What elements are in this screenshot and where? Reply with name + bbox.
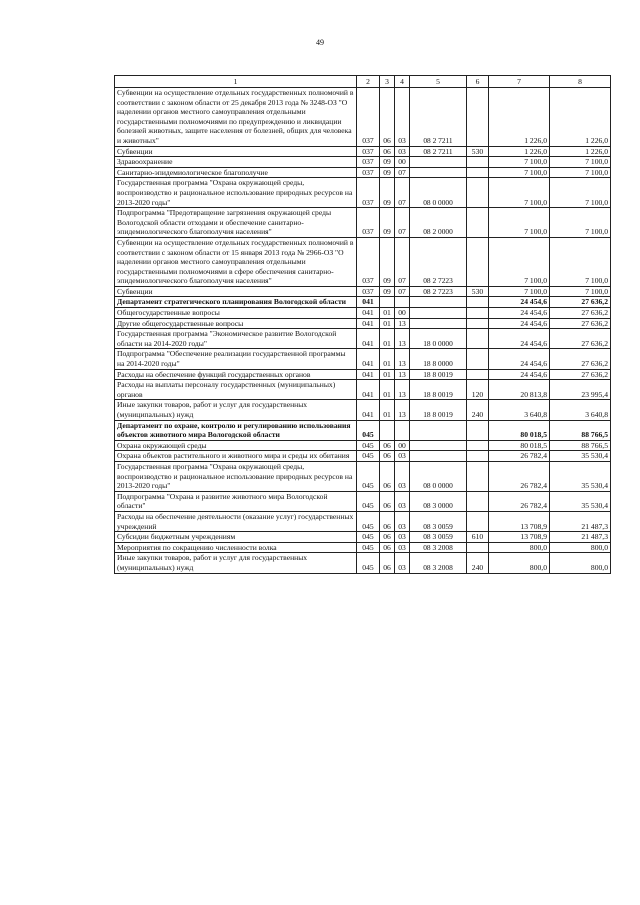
subsection-cell: 03 <box>395 553 410 573</box>
table-row <box>115 297 611 308</box>
table-row <box>115 451 611 462</box>
target-article-cell: 08 3 0059 <box>410 532 467 543</box>
amount-2015-cell: 80 018,5 <box>489 440 550 451</box>
header-cell: 7 <box>489 76 550 88</box>
target-article-cell <box>410 440 467 451</box>
target-article-cell <box>410 297 467 308</box>
row-name-cell: Иные закупки товаров, работ и услуг для государственных (муниципальных) нужд <box>115 553 357 573</box>
admin-code-cell: 045 <box>357 511 380 531</box>
subsection-cell: 03 <box>395 146 410 157</box>
table-row <box>115 318 611 329</box>
expense-type-cell <box>467 208 489 238</box>
amount-2016-cell: 23 995,4 <box>550 380 611 400</box>
amount-2016-cell: 27 636,2 <box>550 349 611 369</box>
subsection-cell: 00 <box>395 308 410 319</box>
expense-type-cell <box>467 88 489 147</box>
section-cell: 06 <box>380 451 395 462</box>
table-row <box>115 369 611 380</box>
admin-code-cell: 041 <box>357 349 380 369</box>
expense-type-cell: 610 <box>467 532 489 543</box>
subsection-cell: 07 <box>395 237 410 286</box>
amount-2016-cell: 1 226,0 <box>550 146 611 157</box>
admin-code-cell: 045 <box>357 532 380 543</box>
table-row <box>115 532 611 543</box>
amount-2015-cell: 26 782,4 <box>489 491 550 511</box>
amount-2015-cell: 7 100,0 <box>489 286 550 297</box>
expense-type-cell <box>467 491 489 511</box>
target-article-cell: 08 2 7223 <box>410 286 467 297</box>
amount-2015-cell: 7 100,0 <box>489 178 550 208</box>
table-row <box>115 380 611 400</box>
admin-code-cell: 037 <box>357 146 380 157</box>
table-row <box>115 542 611 553</box>
target-article-cell: 08 3 2008 <box>410 542 467 553</box>
amount-2015-cell: 7 100,0 <box>489 167 550 178</box>
expense-type-cell <box>467 440 489 451</box>
target-article-cell <box>410 157 467 168</box>
amount-2016-cell: 3 640,8 <box>550 400 611 420</box>
table-row <box>115 237 611 286</box>
target-article-cell: 18 0 0000 <box>410 329 467 349</box>
amount-2016-cell: 27 636,2 <box>550 308 611 319</box>
admin-code-cell: 037 <box>357 167 380 178</box>
section-cell: 09 <box>380 286 395 297</box>
section-cell: 09 <box>380 157 395 168</box>
section-cell: 06 <box>380 511 395 531</box>
table-row <box>115 491 611 511</box>
subsection-cell: 03 <box>395 491 410 511</box>
amount-2016-cell: 35 530,4 <box>550 491 611 511</box>
amount-2016-cell: 35 530,4 <box>550 451 611 462</box>
amount-2015-cell: 7 100,0 <box>489 237 550 286</box>
admin-code-cell: 045 <box>357 553 380 573</box>
row-name-cell: Государственная программа "Охрана окружающей среды, воспроизводство и рациональное использование природных ресурсов на 2013-2020 годы" <box>115 178 357 208</box>
amount-2015-cell: 26 782,4 <box>489 461 550 491</box>
amount-2015-cell: 24 454,6 <box>489 329 550 349</box>
amount-2015-cell: 13 708,9 <box>489 511 550 531</box>
target-article-cell: 08 2 7223 <box>410 237 467 286</box>
section-cell: 06 <box>380 146 395 157</box>
expense-type-cell <box>467 157 489 168</box>
row-name-cell: Подпрограмма "Обеспечение реализации государственной программы на 2014-2020 годы" <box>115 349 357 369</box>
subsection-cell: 13 <box>395 369 410 380</box>
section-cell: 09 <box>380 237 395 286</box>
amount-2016-cell: 7 100,0 <box>550 178 611 208</box>
subsection-cell: 07 <box>395 178 410 208</box>
amount-2015-cell: 24 454,6 <box>489 349 550 369</box>
header-cell: 5 <box>410 76 467 88</box>
table-row <box>115 146 611 157</box>
section-cell <box>380 297 395 308</box>
amount-2015-cell: 20 813,8 <box>489 380 550 400</box>
section-cell: 06 <box>380 491 395 511</box>
expense-type-cell: 240 <box>467 553 489 573</box>
row-name-cell: Другие общегосударственные вопросы <box>115 318 357 329</box>
section-cell: 06 <box>380 440 395 451</box>
subsection-cell: 13 <box>395 329 410 349</box>
expense-type-cell <box>467 178 489 208</box>
row-name-cell: Субсидии бюджетным учреждениям <box>115 532 357 543</box>
header-cell: 2 <box>357 76 380 88</box>
subsection-cell: 03 <box>395 542 410 553</box>
admin-code-cell: 037 <box>357 157 380 168</box>
admin-code-cell: 041 <box>357 318 380 329</box>
table-header-row <box>115 76 611 88</box>
section-cell: 01 <box>380 369 395 380</box>
amount-2015-cell: 26 782,4 <box>489 451 550 462</box>
admin-code-cell: 045 <box>357 542 380 553</box>
expense-type-cell <box>467 237 489 286</box>
target-article-cell <box>410 318 467 329</box>
header-cell: 4 <box>395 76 410 88</box>
table-row <box>115 420 611 440</box>
table-row <box>115 167 611 178</box>
expense-type-cell <box>467 420 489 440</box>
amount-2015-cell: 13 708,9 <box>489 532 550 543</box>
target-article-cell: 08 2 7211 <box>410 88 467 147</box>
amount-2016-cell: 27 636,2 <box>550 318 611 329</box>
expense-type-cell <box>467 297 489 308</box>
target-article-cell: 08 2 0000 <box>410 208 467 238</box>
row-name-cell: Охрана окружающей среды <box>115 440 357 451</box>
admin-code-cell: 041 <box>357 380 380 400</box>
target-article-cell: 08 3 0000 <box>410 491 467 511</box>
row-name-cell: Подпрограмма "Предотвращение загрязнения окружающей среды Вологодской области отходами и обеспечение санитарно-эпидемиологического благополучия населения" <box>115 208 357 238</box>
row-name-cell: Государственная программа "Экономическое развитие Вологодской области на 2014-2020 годы" <box>115 329 357 349</box>
amount-2016-cell: 27 636,2 <box>550 297 611 308</box>
table-row <box>115 329 611 349</box>
page-number: 49 <box>316 38 324 47</box>
header-cell: 1 <box>115 76 357 88</box>
admin-code-cell: 045 <box>357 461 380 491</box>
subsection-cell: 07 <box>395 208 410 238</box>
table-row <box>115 349 611 369</box>
target-article-cell: 08 3 2008 <box>410 553 467 573</box>
section-cell: 06 <box>380 532 395 543</box>
target-article-cell: 18 8 0000 <box>410 349 467 369</box>
header-cell: 8 <box>550 76 611 88</box>
amount-2015-cell: 800,0 <box>489 553 550 573</box>
section-cell: 06 <box>380 461 395 491</box>
expense-type-cell <box>467 318 489 329</box>
amount-2016-cell: 7 100,0 <box>550 157 611 168</box>
expense-type-cell: 530 <box>467 146 489 157</box>
table-row <box>115 461 611 491</box>
section-cell: 01 <box>380 349 395 369</box>
amount-2016-cell: 7 100,0 <box>550 237 611 286</box>
target-article-cell: 08 3 0059 <box>410 511 467 531</box>
row-name-cell: Иные закупки товаров, работ и услуг для государственных (муниципальных) нужд <box>115 400 357 420</box>
amount-2016-cell: 88 766,5 <box>550 440 611 451</box>
amount-2015-cell: 7 100,0 <box>489 208 550 238</box>
amount-2016-cell: 800,0 <box>550 542 611 553</box>
subsection-cell: 00 <box>395 440 410 451</box>
amount-2015-cell: 24 454,6 <box>489 308 550 319</box>
amount-2015-cell: 1 226,0 <box>489 146 550 157</box>
amount-2016-cell: 7 100,0 <box>550 286 611 297</box>
section-cell: 06 <box>380 542 395 553</box>
expense-type-cell: 120 <box>467 380 489 400</box>
amount-2016-cell: 7 100,0 <box>550 208 611 238</box>
amount-2015-cell: 24 454,6 <box>489 318 550 329</box>
row-name-cell: Здравоохранение <box>115 157 357 168</box>
amount-2016-cell: 21 487,3 <box>550 511 611 531</box>
amount-2016-cell: 35 530,4 <box>550 461 611 491</box>
table-row <box>115 286 611 297</box>
target-article-cell: 08 0 0000 <box>410 178 467 208</box>
expense-type-cell: 240 <box>467 400 489 420</box>
section-cell: 06 <box>380 88 395 147</box>
amount-2015-cell: 24 454,6 <box>489 369 550 380</box>
admin-code-cell: 045 <box>357 491 380 511</box>
row-name-cell: Подпрограмма "Охрана и развитие животного мира Вологодской области" <box>115 491 357 511</box>
target-article-cell: 18 8 0019 <box>410 400 467 420</box>
row-name-cell: Государственная программа "Охрана окружающей среды, воспроизводство и рациональное использование природных ресурсов на 2013-2020 годы" <box>115 461 357 491</box>
header-cell: 6 <box>467 76 489 88</box>
admin-code-cell: 041 <box>357 329 380 349</box>
expense-type-cell <box>467 511 489 531</box>
subsection-cell: 03 <box>395 511 410 531</box>
subsection-cell: 13 <box>395 380 410 400</box>
expense-type-cell <box>467 369 489 380</box>
section-cell: 01 <box>380 380 395 400</box>
section-cell: 09 <box>380 208 395 238</box>
subsection-cell: 13 <box>395 318 410 329</box>
subsection-cell: 03 <box>395 532 410 543</box>
row-name-cell: Субвенции <box>115 286 357 297</box>
amount-2016-cell: 27 636,2 <box>550 369 611 380</box>
row-name-cell: Общегосударственные вопросы <box>115 308 357 319</box>
amount-2015-cell: 80 018,5 <box>489 420 550 440</box>
row-name-cell: Мероприятия по сокращению численности волка <box>115 542 357 553</box>
subsection-cell: 03 <box>395 88 410 147</box>
admin-code-cell: 041 <box>357 297 380 308</box>
target-article-cell: 18 8 0019 <box>410 380 467 400</box>
section-cell: 01 <box>380 400 395 420</box>
row-name-cell: Расходы на обеспечение деятельности (оказание услуг) государственных учреждений <box>115 511 357 531</box>
row-name-cell: Охрана объектов растительного и животного мира и среды их обитания <box>115 451 357 462</box>
expense-type-cell: 530 <box>467 286 489 297</box>
expense-type-cell <box>467 329 489 349</box>
table-row <box>115 208 611 238</box>
table-row <box>115 157 611 168</box>
admin-code-cell: 037 <box>357 88 380 147</box>
target-article-cell: 18 8 0019 <box>410 369 467 380</box>
subsection-cell: 13 <box>395 400 410 420</box>
expense-type-cell <box>467 461 489 491</box>
subsection-cell: 13 <box>395 349 410 369</box>
row-name-cell: Субвенции на осуществление отдельных государственных полномочий в соответствии с законом области от 25 декабря 2013 года № 3248-ОЗ "О наделении органов местного самоуправления отдельными государственными полномочиями по предупреждению и ликвидации болезней животных, защите населения от болезней, общих для человека и животных" <box>115 88 357 147</box>
amount-2015-cell: 1 226,0 <box>489 88 550 147</box>
amount-2016-cell: 1 226,0 <box>550 88 611 147</box>
amount-2015-cell: 800,0 <box>489 542 550 553</box>
expense-type-cell <box>467 451 489 462</box>
section-cell: 01 <box>380 329 395 349</box>
section-cell <box>380 420 395 440</box>
target-article-cell <box>410 308 467 319</box>
amount-2016-cell: 21 487,3 <box>550 532 611 543</box>
amount-2015-cell: 7 100,0 <box>489 157 550 168</box>
admin-code-cell: 037 <box>357 237 380 286</box>
target-article-cell: 08 2 7211 <box>410 146 467 157</box>
table-row <box>115 553 611 573</box>
row-name-cell: Санитарно-эпидемиологическое благополучие <box>115 167 357 178</box>
amount-2015-cell: 24 454,6 <box>489 297 550 308</box>
row-name-cell: Субвенции на осуществление отдельных государственных полномочий в соответствии с законом области от 15 января 2013 года № 2966-ОЗ "О наделении органов местного самоуправления отдельными государственными полномочиями в сфере обеспечения санитарно-эпидемиологического благополучия населения" <box>115 237 357 286</box>
expense-type-cell <box>467 349 489 369</box>
row-name-cell: Департамент по охране, контролю и регулированию использования объектов животного мира Вологодской области <box>115 420 357 440</box>
row-name-cell: Субвенции <box>115 146 357 157</box>
subsection-cell <box>395 420 410 440</box>
amount-2016-cell: 88 766,5 <box>550 420 611 440</box>
target-article-cell <box>410 167 467 178</box>
amount-2016-cell: 27 636,2 <box>550 329 611 349</box>
subsection-cell: 00 <box>395 157 410 168</box>
section-cell: 09 <box>380 178 395 208</box>
admin-code-cell: 037 <box>357 286 380 297</box>
row-name-cell: Расходы на обеспечение функций государственных органов <box>115 369 357 380</box>
admin-code-cell: 045 <box>357 440 380 451</box>
header-cell: 3 <box>380 76 395 88</box>
subsection-cell <box>395 297 410 308</box>
section-cell: 01 <box>380 318 395 329</box>
table-row <box>115 511 611 531</box>
row-name-cell: Департамент стратегического планирования Вологодской области <box>115 297 357 308</box>
admin-code-cell: 037 <box>357 208 380 238</box>
target-article-cell <box>410 420 467 440</box>
expense-type-cell <box>467 167 489 178</box>
admin-code-cell: 037 <box>357 178 380 208</box>
table-row <box>115 400 611 420</box>
section-cell: 06 <box>380 553 395 573</box>
expense-type-cell <box>467 542 489 553</box>
subsection-cell: 07 <box>395 167 410 178</box>
section-cell: 09 <box>380 167 395 178</box>
admin-code-cell: 041 <box>357 308 380 319</box>
row-name-cell: Расходы на выплаты персоналу государственных (муниципальных) органов <box>115 380 357 400</box>
target-article-cell <box>410 451 467 462</box>
target-article-cell: 08 0 0000 <box>410 461 467 491</box>
admin-code-cell: 045 <box>357 420 380 440</box>
subsection-cell: 03 <box>395 451 410 462</box>
amount-2016-cell: 800,0 <box>550 553 611 573</box>
admin-code-cell: 041 <box>357 369 380 380</box>
budget-table <box>114 75 611 574</box>
subsection-cell: 07 <box>395 286 410 297</box>
section-cell: 01 <box>380 308 395 319</box>
amount-2016-cell: 7 100,0 <box>550 167 611 178</box>
table-row <box>115 88 611 147</box>
table-row <box>115 440 611 451</box>
expense-type-cell <box>467 308 489 319</box>
subsection-cell: 03 <box>395 461 410 491</box>
admin-code-cell: 045 <box>357 451 380 462</box>
admin-code-cell: 041 <box>357 400 380 420</box>
amount-2015-cell: 3 640,8 <box>489 400 550 420</box>
table-row <box>115 178 611 208</box>
table-row <box>115 308 611 319</box>
